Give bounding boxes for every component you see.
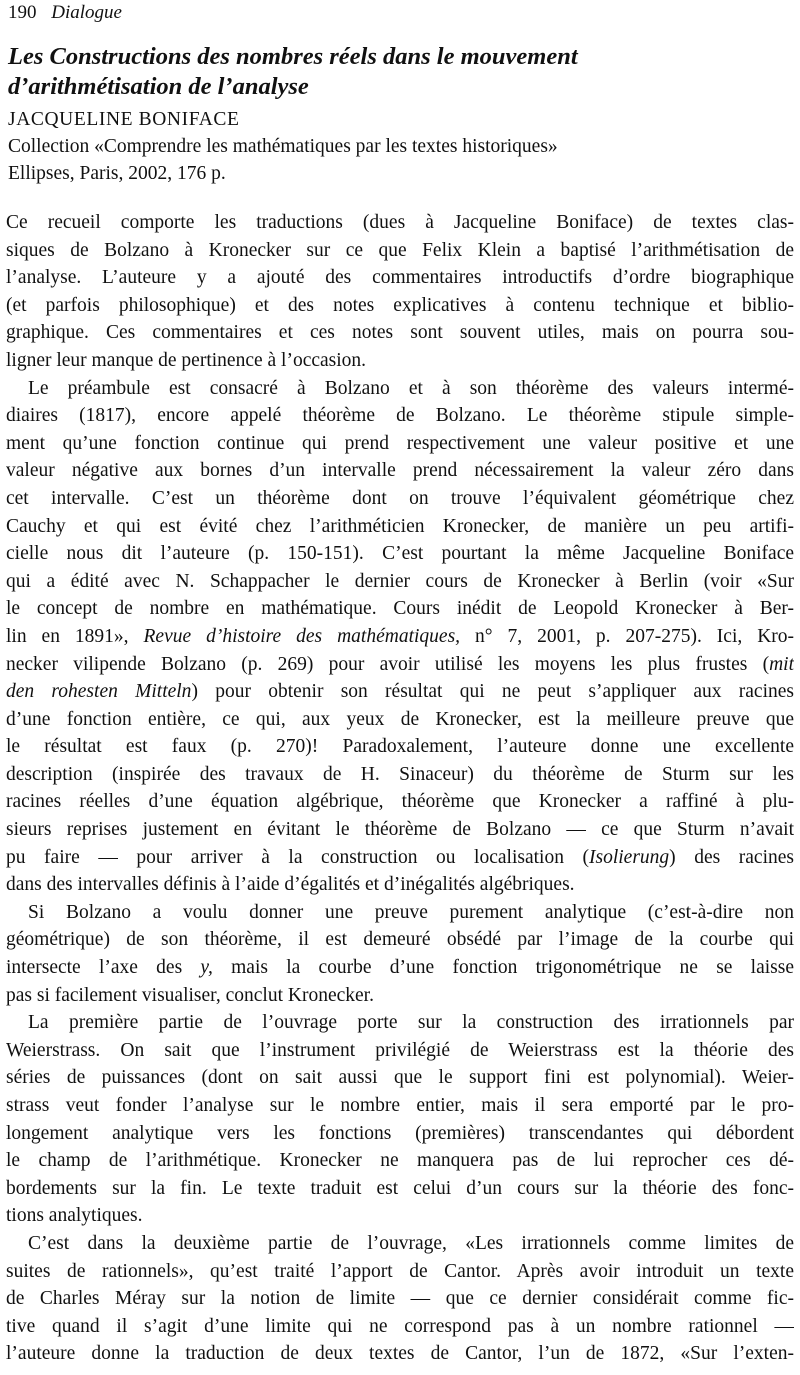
text-line: qui a édité avec N. Schappacher le dernier cours de Kronecker à Berlin (voir «Sur — [6, 570, 794, 592]
text-line: Ce recueil comporte les traductions (dues à Jacqueline Boniface) de textes clas- — [6, 212, 794, 233]
text-line: Weierstrass. On sait que l’instrument privilégié de Weierstrass est la théorie des — [6, 1039, 794, 1061]
book-metadata — [8, 106, 558, 187]
book-collection: Collection «Comprendre les mathématiques par les textes historiques» — [8, 136, 558, 157]
text-fragment: pu faire — pour arriver à la construction ou localisation ( — [6, 846, 589, 868]
journal-page — [6, 0, 794, 1375]
text-line: racines réelles d’une équation algébrique, théorème que Kronecker a raffiné à plu- — [6, 791, 794, 813]
text-line: l’analyse. L’auteure y a ajouté des commentaires introductifs d’ordre biographique — [6, 267, 794, 289]
text-line: strass veut fonder l’analyse sur le nombre entier, mais il sera emporté par le pro- — [6, 1095, 794, 1116]
book-author: JACQUELINE BONIFACE — [8, 109, 240, 130]
paragraph-5 — [6, 1230, 794, 1368]
text-fragment: mais la courbe d’une fonction trigonométrique ne se laisse — [231, 957, 794, 979]
text-line: ment qu’une fonction continue qui prend respectivement une valeur positive et une — [6, 432, 794, 454]
text-line: le concept de nombre en mathématique. Cours inédit de Leopold Kronecker à Ber- — [6, 598, 794, 620]
text-line: graphique. Ces commentaires et ces notes sont souvent utiles, mais on pourra sou- — [6, 322, 794, 344]
text-line: tive quand il s’agit d’une limite qui ne correspond pas à un nombre rationnel — — [6, 1315, 794, 1337]
paragraph-1 — [6, 209, 794, 375]
text-line: l’auteure donne la traduction de deux textes de Cantor, l’un de 1872, «Sur l’exten- — [6, 1343, 794, 1365]
text-line: siques de Bolzano à Kronecker sur ce que Felix Klein a baptisé l’arithmétisation de — [6, 239, 794, 261]
text-line: bordements sur la fin. Le texte traduit est celui d’un cours sur la théorie des fonc- — [6, 1177, 794, 1199]
text-line — [6, 678, 794, 706]
text-line: pas si facilement visualiser, conclut Kronecker. — [6, 984, 374, 1006]
text-line: d’une fonction entière, ce qui, aux yeux de Kronecker, est la meilleure preuve que — [6, 708, 794, 730]
text-line: géométrique) de son théorème, il est demeuré obsédé par l’image de la courbe qui — [6, 929, 794, 951]
section-name: Dialogue — [51, 2, 122, 23]
text-line: Cauchy et qui est évité chez l’arithméticien Kronecker, de manière un peu artifi- — [6, 515, 794, 537]
text-line: tions analytiques. — [6, 1205, 143, 1227]
text-fragment: n° 7, 2001, p. 207-275). Ici, Kro- — [475, 625, 794, 647]
text-line: (et parfois philosophique) et des notes explicatives à contenu technique et biblio- — [6, 294, 794, 316]
text-fragment: ) des racines — [669, 846, 794, 868]
text-line: de Charles Méray sur la notion de limite — que ce dernier considérait comme fic- — [6, 1288, 794, 1310]
text-line — [6, 844, 794, 872]
text-line: le résultat est faux (p. 270)! Paradoxalement, l’auteure donne une excellente — [6, 736, 794, 758]
text-line: C’est dans la deuxième partie de l’ouvrage, «Les irrationnels comme limites de — [28, 1232, 794, 1254]
running-head — [8, 0, 122, 26]
book-title-line-1: Les Constructions des nombres réels dans le mouvement — [8, 43, 578, 70]
text-line: valeur négative aux bornes d’un intervalle prend nécessairement la valeur zéro dans — [6, 460, 794, 482]
text-line — [6, 623, 794, 651]
text-line: dans des intervalles définis à l’aide d’égalités et d’inégalités algébriques. — [6, 874, 575, 896]
paragraph-3 — [6, 899, 794, 1009]
text-line: La première partie de l’ouvrage porte sur la construction des irrationnels par — [28, 1012, 794, 1034]
text-fragment: lin en 1891», — [6, 625, 129, 647]
journal-title: Revue d’histoire des mathématiques, — [143, 625, 461, 647]
page-number: 190 — [8, 2, 37, 23]
text-line: cet intervalle. C’est un théorème dont on trouve l’équivalent géométrique chez — [6, 487, 794, 509]
text-line: sieurs reprises justement en évitant le théorème de Bolzano — ce que Sturm n’avait — [6, 819, 794, 841]
text-line: Si Bolzano a voulu donner une preuve purement analytique (c’est-à-dire non — [28, 901, 794, 923]
paragraph-4 — [6, 1009, 794, 1230]
text-line: Le préambule est consacré à Bolzano et à son théorème des valeurs intermé- — [28, 377, 794, 399]
text-line: longement analytique vers les fonctions (premières) transcendantes qui débordent — [6, 1122, 794, 1144]
text-line: séries de puissances (dont on sait aussi que le support fini est polynomial). Weier- — [6, 1067, 794, 1089]
text-fragment: ) pour obtenir son résultat qui ne peut s’appliquer aux racines — [191, 681, 794, 703]
text-line: le champ de l’arithmétique. Kronecker ne manquera pas de lui reprocher ces dé- — [6, 1150, 794, 1172]
german-quote: den rohesten Mitteln — [6, 681, 192, 703]
book-title-line-2: d’arithmétisation de l’analyse — [8, 73, 309, 100]
german-term: Isolierung — [589, 846, 670, 868]
text-line: cielle nous dit l’auteure (p. 150-151). C’est pourtant la même Jacqueline Boniface — [6, 543, 794, 565]
text-line — [6, 651, 794, 679]
text-fragment: intersecte l’axe des — [6, 957, 183, 979]
german-quote: mit — [769, 653, 794, 675]
text-line: ligner leur manque de pertinence à l’occasion. — [6, 349, 367, 371]
paragraph-2 — [6, 375, 794, 899]
text-line: suites de rationnels», qu’est traité l’apport de Cantor. Après avoir introduit un texte — [6, 1260, 794, 1282]
text-line: diaires (1817), encore appelé théorème de Bolzano. Le théorème stipule simple- — [6, 405, 794, 427]
book-publisher: Ellipses, Paris, 2002, 176 p. — [8, 163, 226, 184]
book-title — [8, 42, 788, 102]
text-fragment: necker vilipende Bolzano (p. 269) pour avoir utilisé les moyens les plus frustes ( — [6, 653, 770, 675]
axis-variable: y, — [200, 957, 213, 979]
text-line: description (inspirée des travaux de H. Sinaceur) du théorème de Sturm sur les — [6, 763, 794, 785]
text-line — [6, 954, 794, 982]
review-body — [6, 209, 794, 1368]
